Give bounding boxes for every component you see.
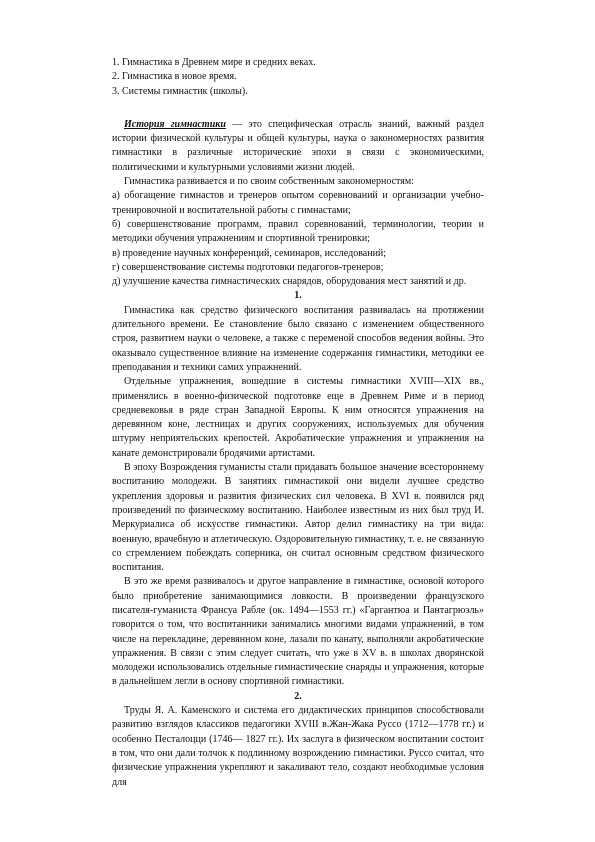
body-paragraph: В эпоху Возрождения гуманисты стали придавать большое значение всестороннему воспитанию молодежи. В занятиях гимнастикой они видели лучшее средство укрепления здоровья и развития физических сил человека. В XVI в. появился ряд произведений по физическому воспитанию. Наиболее известным из них был труд И. Меркуриалиса об искусстве гимнастики. Автор делил гимнастику на три вида: военную, врачебную и атлетическую. Оздоровительную гимнастику, т. е. не связанную со стремлением побеждать соперника, он считал основным средством физического воспитания. [112, 462, 484, 574]
body-paragraph: Труды Я. А. Каменского и система его дидактических принципов способствовали развитию взглядов классиков педагогики XVIII в.Жан-Жака Руссо (1712—1778 гг.) и особенно Песталоцци (1746— 1827 гг.). Их заслуга в физическом воспитании состоит в том, что они дали толчок к подлинному возрождению гимнастики. Руссо считал, что физические упражнения укрепляют и закаливают тело, создают необходимые условия для [112, 705, 484, 788]
list-item: д) улучшение качества гимнастических снарядов, оборудования мест занятий и др. [112, 276, 467, 288]
body-paragraph: Гимнастика как средство физического воспитания развивалась на протяжении длительного времени. Ее становление было связано с изменением общественного строя, развитием науки о человеке, а также с переменой способов ведения войны. Это оказывало существенное влияние на изменение содержания гимнастики, методики ее преподавания и техники самих упражнений. [112, 304, 484, 373]
toc-item: 3. Системы гимнастик (школы). [112, 85, 248, 97]
section-heading: 1. [294, 290, 302, 302]
body-paragraph: Отдельные упражнения, вошедшие в системы гимнастики XVIII—XIX вв., применялись в военно-физической подготовке еще в Древнем Риме и в период средневековья в ряде стран Западной Европы. К ним относятся упражнения на деревянном коне, лестницах и других сооружениях, используемых для обучения штурму неприятельских крепостей. Акробатические упражнения и упражнения на канате демонстрировали бродячими артистами. [112, 376, 484, 459]
intro-definition: — это специфическая отрасль знаний, важный раздел истории физической культуры и общей культуры, наука о закономерностях развития гимнастики в различные исторические эпохи в связи с экономическими, политическими и культурными условиями жизни людей. [112, 118, 484, 173]
section-heading: 2. [294, 690, 302, 702]
list-item: а) обогащение гимнастов и тренеров опытом соревнований и организации учебно-тренировочной и воспитательной работы с гимнастами; [112, 190, 484, 216]
body-paragraph: В это же время развивалось и другое направление в гимнастике, основой которого было приобретение занимающимися ловкости. В произведении французского писателя-гуманиста Франсуа Рабле (ок. 1494—1553 гг.) «Гаргантюа и Пантагрюэль» говорится о том, что воспитанники занимались многими видами упражнений, в том числе на перекладине, деревянном коне, лазали по канату, выполняли акробатические упражнения. В связи с этим следует считать, что уже в XV в. в школах дворянской молодежи использовались отдельные гимнастические снаряды и упражнения, которые в дальнейшем легли в основу спортивной гимнастики. [112, 576, 484, 688]
develops-paragraph: Гимнастика развивается и по своим собственным закономерностям: [124, 176, 414, 188]
defined-term: История гимнастики [124, 118, 226, 130]
laws-list [112, 189, 484, 289]
table-of-contents [112, 56, 484, 99]
toc-item: 2. Гимнастика в новое время. [112, 71, 237, 83]
toc-item: 1. Гимнастика в Древнем мире и средних веках. [112, 57, 316, 68]
intro-paragraph [112, 118, 484, 175]
list-item: г) совершенствование системы подготовки педагогов-тренеров; [112, 261, 384, 273]
document-page [112, 56, 484, 790]
list-item: в) проведение научных конференций, семинаров, исследований; [112, 247, 387, 259]
list-item: б) совершенствование программ, правил соревнований, терминологии, теории и методики обучения упражнениям и спортивной тренировки; [112, 218, 484, 245]
